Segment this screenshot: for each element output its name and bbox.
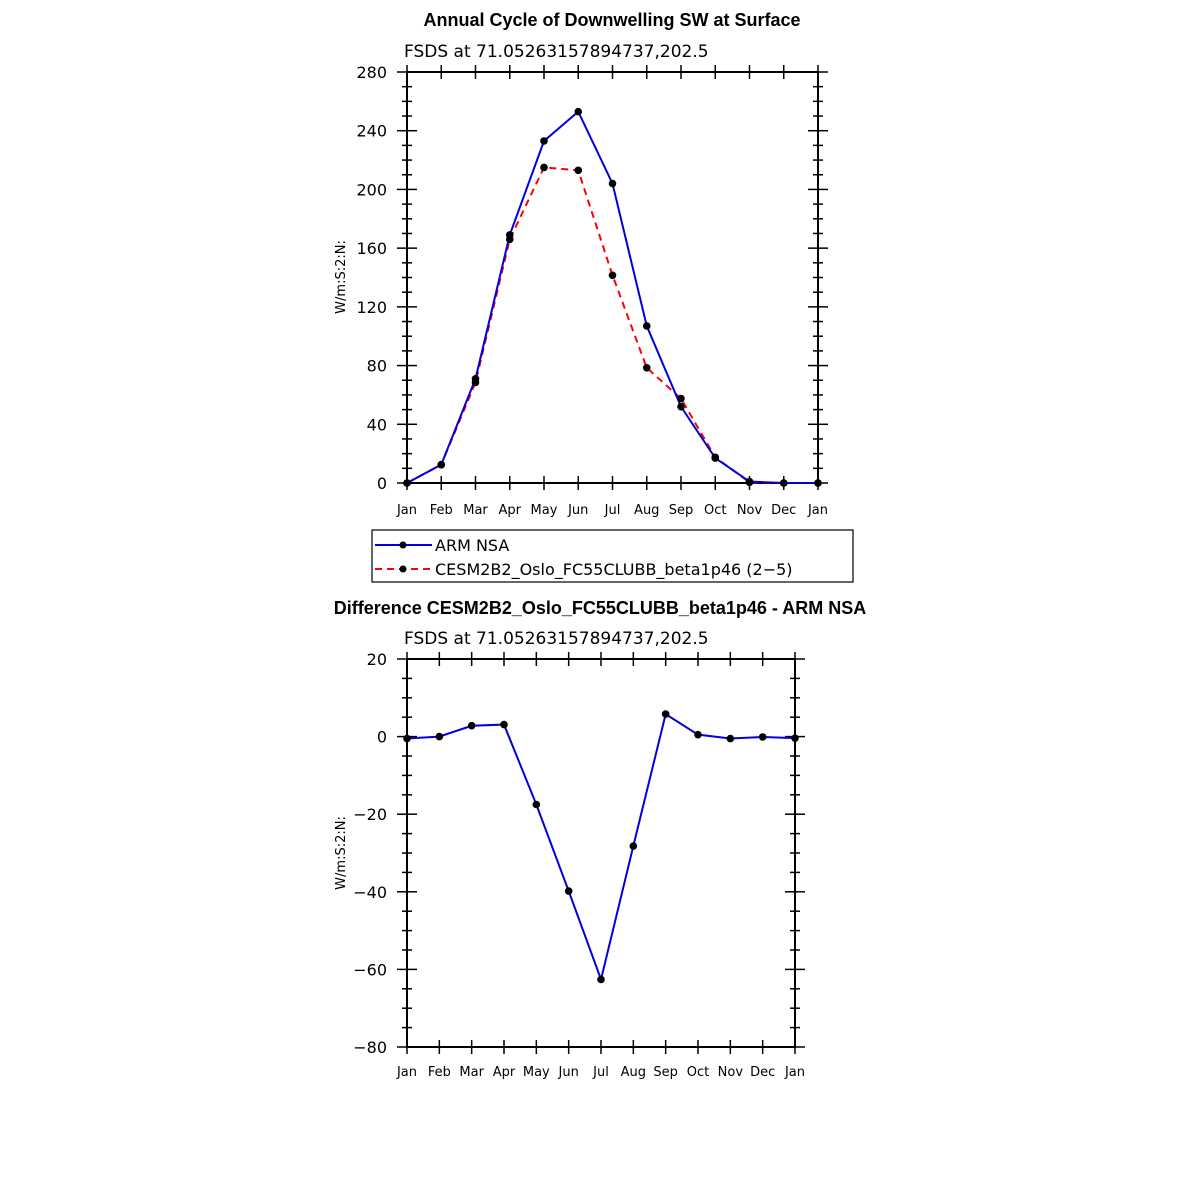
chart2-subtitle: FSDS at 71.05263157894737,202.5 bbox=[404, 629, 709, 649]
chart1-xtick-label: Dec bbox=[771, 503, 797, 518]
chart2-xtick-label: Jul bbox=[593, 1065, 609, 1080]
chart2-xtick-label: Jan bbox=[784, 1065, 806, 1080]
chart2-xtick-label: Nov bbox=[717, 1065, 744, 1080]
chart2-ytick-label: 20 bbox=[366, 650, 387, 669]
chart1-ytick-label: 280 bbox=[356, 63, 387, 82]
chart2-xtick-label: Sep bbox=[653, 1065, 678, 1080]
chart1-point-s0-1 bbox=[437, 461, 445, 469]
chart2-point-s0-8 bbox=[662, 710, 670, 718]
chart1-point-s0-7 bbox=[643, 322, 651, 330]
chart2-point-s0-11 bbox=[759, 733, 767, 741]
chart1-point-s1-7 bbox=[643, 364, 651, 372]
chart1-xtick-label: Jan bbox=[396, 503, 418, 518]
chart2-xtick-label: Feb bbox=[427, 1065, 451, 1080]
chart1-series-group bbox=[403, 108, 822, 487]
chart1-xtick-label: Mar bbox=[463, 503, 488, 518]
chart1-point-s0-6 bbox=[609, 180, 617, 188]
chart1-xtick-label: May bbox=[530, 503, 558, 518]
chart2-xtick-label: Apr bbox=[492, 1065, 516, 1080]
chart1-point-s0-2 bbox=[472, 375, 480, 383]
chart1-axis-ticks bbox=[356, 63, 828, 518]
chart2-title: Difference CESM2B2_Oslo_FC55CLUBB_beta1p46 - ARM NSA bbox=[333, 598, 867, 618]
chart1-ytick-label: 80 bbox=[366, 356, 387, 376]
chart2-point-s0-9 bbox=[694, 731, 702, 739]
chart1-point-s0-4 bbox=[540, 137, 548, 145]
chart1-legend bbox=[372, 530, 853, 582]
chart1-ytick-label: 200 bbox=[356, 180, 387, 200]
legend-label-arm-nsa: ARM NSA bbox=[435, 536, 510, 555]
chart2-point-s0-6 bbox=[597, 976, 605, 984]
chart1-ylabel: W/m:S:2:N: bbox=[334, 240, 349, 314]
chart2-ytick-label: 0 bbox=[376, 727, 387, 747]
chart2-series-line-0 bbox=[407, 714, 795, 979]
chart1-ytick-label: 40 bbox=[366, 415, 387, 435]
chart2-series-group bbox=[403, 710, 799, 983]
chart2-point-s0-12 bbox=[791, 734, 799, 742]
chart2-point-s0-3 bbox=[500, 721, 508, 729]
chart2-ytick-label: −20 bbox=[353, 805, 387, 825]
chart1-point-s0-8 bbox=[677, 403, 685, 411]
chart2-point-s0-4 bbox=[533, 801, 541, 809]
chart1-xtick-label: Sep bbox=[668, 503, 694, 518]
chart1-subtitle: FSDS at 71.05263157894737,202.5 bbox=[404, 42, 709, 62]
chart1-xtick-label: Feb bbox=[429, 503, 453, 518]
chart1-point-s0-0 bbox=[403, 479, 411, 487]
chart1-xtick-label: Jun bbox=[568, 503, 589, 518]
chart1-point-s0-10 bbox=[746, 478, 754, 486]
chart2-ytick-label: −40 bbox=[353, 882, 387, 902]
chart1-point-s1-5 bbox=[574, 167, 582, 175]
chart2-xtick-label: Aug bbox=[620, 1065, 647, 1080]
chart1-series-line-0 bbox=[407, 112, 818, 483]
chart2-point-s0-0 bbox=[403, 735, 411, 743]
chart2-xtick-label: Mar bbox=[459, 1065, 484, 1080]
chart1-xtick-label: Jul bbox=[604, 503, 621, 518]
chart1-ytick-label: 120 bbox=[356, 297, 387, 317]
chart1-point-s0-5 bbox=[574, 108, 582, 116]
chart1-xtick-label: Oct bbox=[704, 503, 727, 518]
chart1-xtick-label: Nov bbox=[736, 503, 763, 518]
chart1-ytick-label: 240 bbox=[356, 121, 387, 141]
legend-label-cesm: CESM2B2_Oslo_FC55CLUBB_beta1p46 (2−5) bbox=[435, 560, 793, 579]
chart2-axis-ticks bbox=[353, 650, 805, 1080]
chart1-point-s0-11 bbox=[780, 479, 788, 487]
chart1-point-s0-9 bbox=[711, 454, 719, 462]
chart2-xtick-label: Jun bbox=[558, 1065, 579, 1080]
legend-marker-arm-nsa bbox=[400, 542, 407, 549]
difference-chart bbox=[334, 598, 866, 1080]
chart1-point-s0-3 bbox=[506, 231, 514, 239]
chart1-xtick-label: Apr bbox=[498, 503, 521, 518]
chart2-point-s0-7 bbox=[630, 842, 638, 850]
chart1-series-line-1 bbox=[407, 167, 818, 483]
chart1-point-s1-4 bbox=[540, 164, 548, 172]
chart2-point-s0-5 bbox=[565, 887, 573, 895]
chart2-point-s0-2 bbox=[468, 722, 476, 730]
chart2-ytick-label: −80 bbox=[353, 1038, 387, 1057]
chart2-plot-frame bbox=[407, 659, 795, 1047]
annual-cycle-chart bbox=[334, 10, 853, 582]
chart1-point-s1-6 bbox=[609, 271, 617, 279]
chart2-xtick-label: Dec bbox=[750, 1065, 776, 1080]
chart1-point-s0-12 bbox=[814, 479, 822, 487]
chart2-ylabel: W/m:S:2:N: bbox=[334, 816, 349, 890]
chart2-xtick-label: Oct bbox=[686, 1065, 710, 1080]
chart1-xtick-label: Jan bbox=[807, 503, 829, 518]
chart1-ytick-label: 0 bbox=[376, 474, 387, 493]
chart2-point-s0-1 bbox=[436, 733, 444, 741]
chart1-ytick-label: 160 bbox=[356, 239, 387, 259]
legend-marker-cesm bbox=[400, 566, 407, 573]
chart1-xtick-label: Aug bbox=[634, 503, 660, 518]
chart1-title: Annual Cycle of Downwelling SW at Surface bbox=[423, 10, 801, 30]
chart2-point-s0-10 bbox=[727, 735, 735, 743]
chart2-xtick-label: Jan bbox=[396, 1065, 418, 1080]
chart2-ytick-label: −60 bbox=[353, 960, 387, 980]
chart1-point-s1-8 bbox=[677, 395, 685, 403]
chart2-xtick-label: May bbox=[522, 1065, 550, 1080]
